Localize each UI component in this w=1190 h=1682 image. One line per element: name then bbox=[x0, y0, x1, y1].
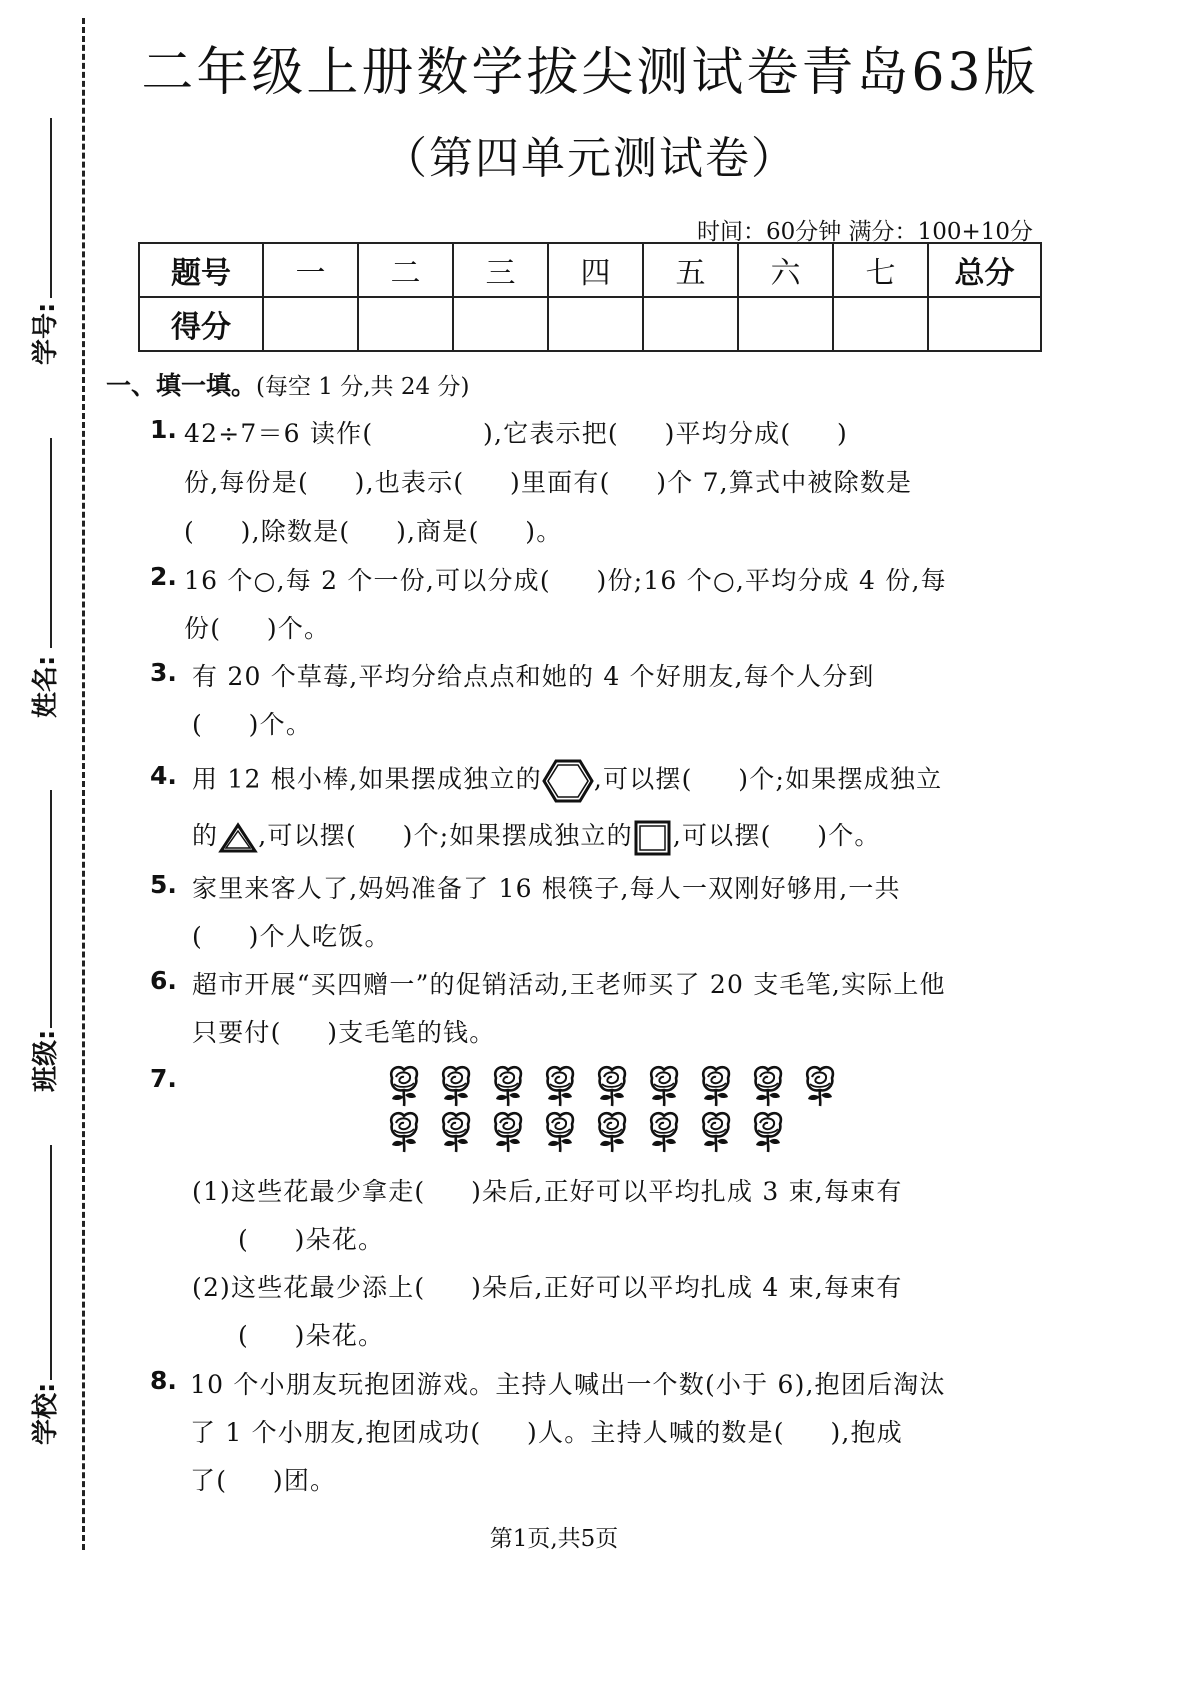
question-4-text: ,可以摆( )个;如果摆成独立 bbox=[593, 764, 943, 794]
class-label: 班级: bbox=[31, 1029, 61, 1092]
name-label: 姓名: bbox=[31, 655, 61, 718]
question-7-sub-line: (1)这些花最少拿走( )朵后,正好可以平均扎成 3 束,每束有 bbox=[192, 1177, 903, 1206]
question-7-sub-line: (2)这些花最少添上( )朵后,正好可以平均扎成 4 束,每束有 bbox=[192, 1273, 903, 1302]
score-cell[interactable] bbox=[263, 297, 358, 351]
score-cell[interactable] bbox=[453, 297, 548, 351]
rose-icon bbox=[599, 1113, 625, 1152]
question-2-line: 份( )个。 bbox=[184, 614, 331, 643]
rose-icon bbox=[703, 1067, 729, 1106]
cut-line bbox=[82, 18, 85, 1550]
school-label: 学校: bbox=[31, 1382, 61, 1445]
name-line bbox=[50, 438, 52, 648]
class-line bbox=[50, 790, 52, 1028]
score-header-cell: 总分 bbox=[928, 243, 1041, 297]
school-line bbox=[50, 1145, 52, 1380]
question-1-line: 42÷7＝6 读作( ),它表示把( )平均分成( ) bbox=[184, 419, 849, 448]
question-1-line: ( ),除数是( ),商是( )。 bbox=[184, 517, 563, 546]
question-6-number: 6. bbox=[150, 966, 177, 995]
question-7-number: 7. bbox=[150, 1064, 177, 1093]
question-5-number: 5. bbox=[150, 870, 177, 899]
rose-icon bbox=[547, 1113, 573, 1152]
question-4-text: ,可以摆( )个;如果摆成独立的 bbox=[258, 821, 633, 850]
rose-icon bbox=[755, 1067, 781, 1106]
question-1-number: 1. bbox=[150, 415, 177, 444]
flower-group bbox=[380, 1062, 850, 1158]
score-header-cell: 六 bbox=[738, 243, 833, 297]
hexagon-icon bbox=[542, 758, 594, 804]
score-header-cell: 三 bbox=[453, 243, 548, 297]
score-cell[interactable] bbox=[738, 297, 833, 351]
score-header-cell: 二 bbox=[358, 243, 453, 297]
rose-icon bbox=[391, 1113, 417, 1152]
score-cell[interactable] bbox=[643, 297, 738, 351]
score-header-cell: 五 bbox=[643, 243, 738, 297]
score-row-label: 得分 bbox=[139, 297, 263, 351]
section-1-title: 一、填一填。 bbox=[106, 371, 257, 400]
question-4-text: ,可以摆( )个。 bbox=[672, 821, 881, 850]
question-2-number: 2. bbox=[150, 562, 177, 591]
section-1-heading bbox=[106, 366, 469, 402]
score-header-row bbox=[139, 243, 1041, 297]
rose-icon bbox=[651, 1113, 677, 1152]
rose-icon bbox=[495, 1067, 521, 1106]
score-cell[interactable] bbox=[358, 297, 453, 351]
rose-icon bbox=[807, 1067, 833, 1106]
rose-icon bbox=[495, 1113, 521, 1152]
rose-icon bbox=[391, 1067, 417, 1106]
question-8-line: 了 1 个小朋友,抱团成功( )人。主持人喊的数是( ),抱成 bbox=[190, 1418, 903, 1447]
flower-illustration bbox=[380, 1062, 850, 1158]
square-icon bbox=[633, 819, 673, 857]
rose-icon bbox=[651, 1067, 677, 1106]
question-1-line: 份,每份是( ),也表示( )里面有( )个 7,算式中被除数是 bbox=[184, 468, 913, 497]
score-header-cell: 四 bbox=[548, 243, 643, 297]
question-8-number: 8. bbox=[150, 1366, 177, 1395]
score-header-cell: 一 bbox=[263, 243, 358, 297]
score-header-cell: 七 bbox=[833, 243, 928, 297]
page-title: 二年级上册数学拔尖测试卷青岛63版 bbox=[141, 43, 1039, 103]
question-4-line bbox=[192, 758, 942, 804]
section-1-note: (每空 1 分,共 24 分) bbox=[256, 374, 470, 400]
question-3-number: 3. bbox=[150, 658, 177, 687]
question-3-line: ( )个。 bbox=[192, 710, 313, 739]
page-footer: 第1页,共5页 bbox=[489, 1526, 619, 1552]
student-id-line bbox=[50, 118, 52, 298]
rose-icon bbox=[755, 1113, 781, 1152]
page-subtitle: （第四单元测试卷） bbox=[383, 133, 797, 184]
question-5-line: 家里来客人了,妈妈准备了 16 根筷子,每人一双刚好够用,一共 bbox=[192, 874, 901, 903]
question-8-line: 10 个小朋友玩抱团游戏。主持人喊出一个数(小于 6),抱团后淘汰 bbox=[190, 1370, 946, 1399]
question-3-line: 有 20 个草莓,平均分给点点和她的 4 个好朋友,每个人分到 bbox=[192, 662, 875, 691]
rose-icon bbox=[443, 1067, 469, 1106]
question-5-line: ( )个人吃饭。 bbox=[192, 922, 391, 951]
question-7-sub-line: ( )朵花。 bbox=[238, 1321, 385, 1350]
binding-margin bbox=[0, 0, 100, 1568]
question-7-sub-line: ( )朵花。 bbox=[238, 1225, 385, 1254]
question-6-line: 只要付( )支毛笔的钱。 bbox=[192, 1018, 496, 1047]
question-4-number: 4. bbox=[150, 761, 177, 790]
score-header-cell: 题号 bbox=[139, 243, 263, 297]
exam-meta: 时间：60分钟 满分：100+10分 bbox=[696, 219, 1033, 245]
question-4-text: 用 12 根小棒,如果摆成独立的 bbox=[192, 764, 542, 794]
question-2-line: 16 个○,每 2 个一份,可以分成( )份;16 个○,平均分成 4 份,每 bbox=[184, 566, 947, 595]
score-cell[interactable] bbox=[548, 297, 643, 351]
score-table bbox=[138, 242, 1042, 352]
rose-icon bbox=[703, 1113, 729, 1152]
student-id-label: 学号: bbox=[31, 302, 61, 365]
question-4-text: 的 bbox=[192, 821, 219, 850]
score-row bbox=[139, 297, 1041, 351]
question-8-line: 了( )团。 bbox=[190, 1466, 337, 1495]
rose-icon bbox=[547, 1067, 573, 1106]
question-6-line: 超市开展“买四赠一”的促销活动,王老师买了 20 支毛笔,实际上他 bbox=[192, 970, 946, 999]
rose-icon bbox=[443, 1113, 469, 1152]
question-4-line bbox=[192, 816, 881, 857]
score-cell[interactable] bbox=[833, 297, 928, 351]
score-cell[interactable] bbox=[928, 297, 1041, 351]
triangle-icon bbox=[218, 822, 258, 854]
rose-icon bbox=[599, 1067, 625, 1106]
